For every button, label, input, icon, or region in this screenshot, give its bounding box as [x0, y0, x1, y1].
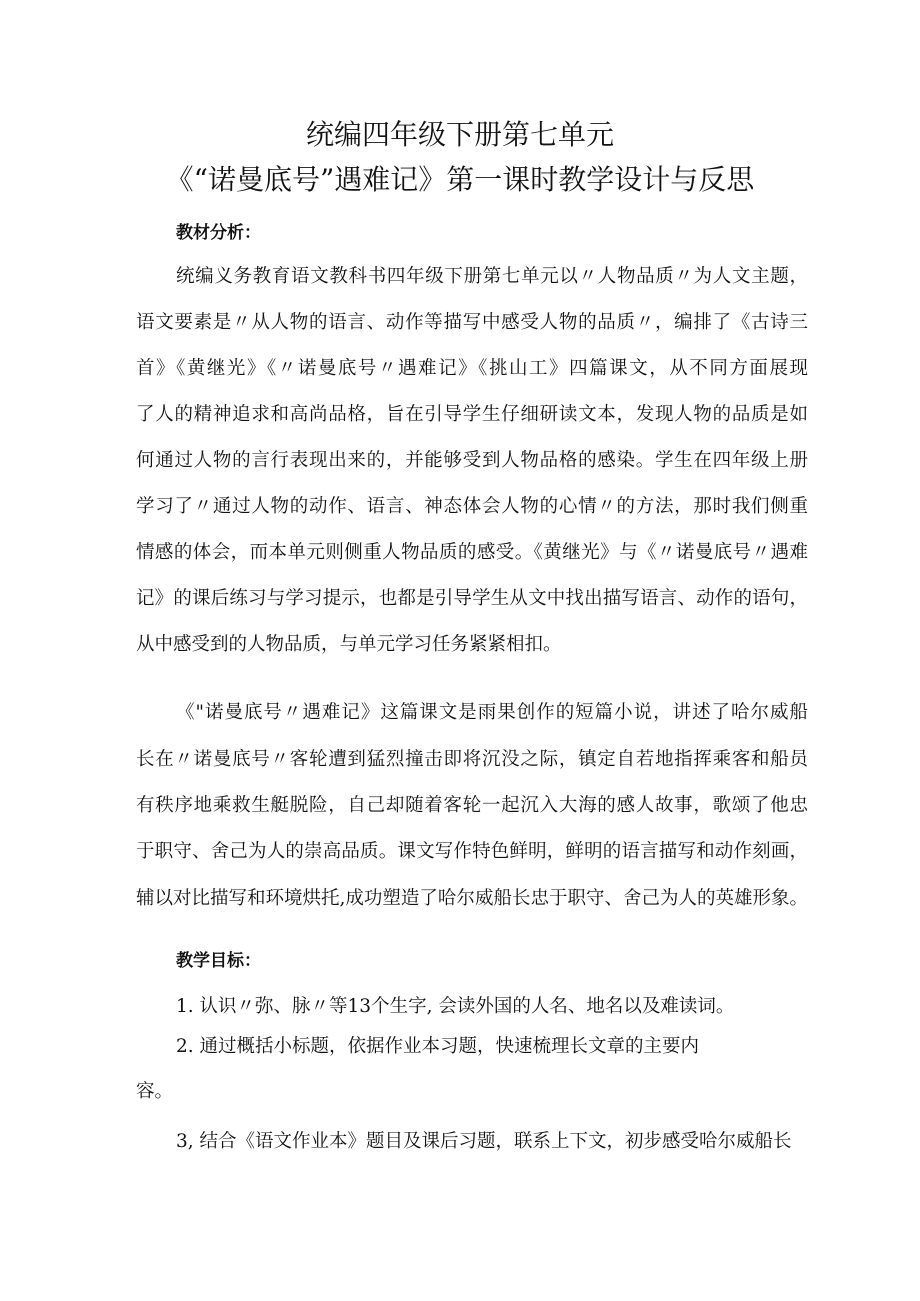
text-line: 了人的精神追求和高尚品格，旨在引导学生仔细研读文本，发现人物的品质是如	[136, 404, 808, 425]
document-title-line1: 统编四年级下册第七单元	[305, 118, 614, 151]
section-heading-goals: 教学目标：	[176, 951, 261, 971]
text-line: 于职守、舍己为人的崇高品质。课文写作特色鲜明，鲜明的语言描写和动作刻画，	[136, 841, 808, 862]
text-line: 记》的课后练习与学习提示，也都是引导学生从文中找出描写语言、动作的语句，	[136, 588, 808, 609]
text-line: 学习了〃通过人物的动作、语言、神态体会人物的心情〃的方法，那时我们侧重	[136, 496, 808, 517]
text-line: 首》《黄继光》《〃诺曼底号〃遇难记》《挑山工》四篇课文，从不同方面展现	[136, 358, 808, 379]
text-line: 何通过人物的言行表现出来的，并能够受到人物品格的感染。学生在四年级上册	[136, 450, 808, 471]
text-line: 语文要素是〃从人物的语言、动作等描写中感受人物的品质〃，编排了《古诗三	[136, 312, 808, 333]
goal-item-2-line2: 容。	[136, 1081, 174, 1102]
text-line: 有秩序地乘救生艇脱险，自己却随着客轮一起沉入大海的感人故事，歌颂了他忠	[136, 795, 808, 816]
section-heading-analysis: 教材分析：	[176, 223, 261, 243]
document-title-line2: 《“诺曼底号”遇难记》第一课时教学设计与反思	[165, 163, 755, 196]
goal-item-1: 1. 认识〃弥、脉〃等13个生字, 会读外国的人名、地名以及难读词。	[176, 996, 735, 1017]
text-line: 长在〃诺曼底号〃客轮遭到猛烈撞击即将沉没之际，镇定自若地指挥乘客和船员	[136, 749, 808, 770]
text-line: 情感的体会，而本单元则侧重人物品质的感受。《黄继光》与《〃诺曼底号〃遇难	[136, 542, 808, 563]
text-line: 《"诺曼底号〃遇难记》这篇课文是雨果创作的短篇小说，讲述了哈尔威船	[176, 702, 808, 723]
goal-item-3: 3, 结合《语文作业本》题目及课后习题，联系上下文，初步感受哈尔威船长	[176, 1131, 792, 1152]
text-line: 从中感受到的人物品质，与单元学习任务紧紧相扣。	[136, 634, 562, 655]
text-line: 统编义务教育语文教科书四年级下册第七单元以〃人物品质〃为人文主题，	[176, 266, 808, 287]
goal-item-2-line1: 2. 通过概括小标题，依据作业本习题，快速梳理长文章的主要内	[176, 1036, 700, 1057]
text-line: 辅以对比描写和环境烘托,成功塑造了哈尔威船长忠于职守、舍己为人的英雄形象。	[136, 888, 808, 909]
